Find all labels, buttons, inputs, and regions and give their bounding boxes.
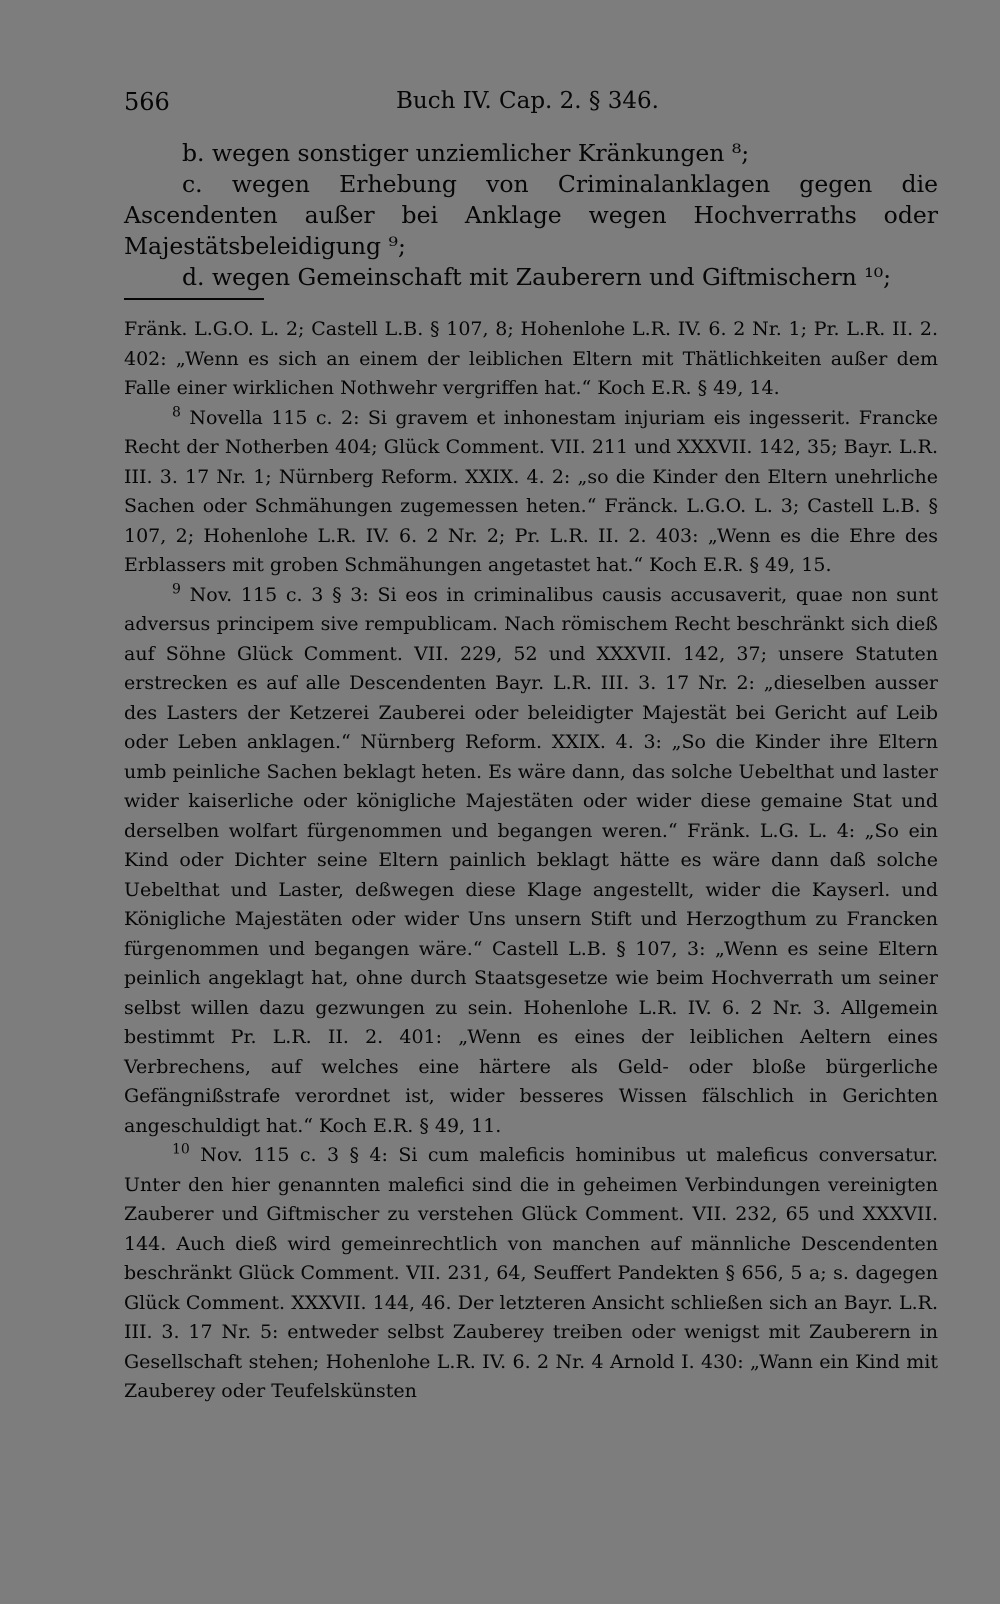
footnote-marker: 8 [172,404,181,421]
main-item-d: d. wegen Gemeinschaft mit Zauberern und Giftmischern ¹⁰; [182,263,892,291]
footnote-9 [124,581,938,1142]
footnote-text: Nov. 115 c. 3 § 3: Si eos in criminalibus causis accusaverit, quae non sunt adversus principem sive rempublicam. Nach römischem Recht beschränkt sich dieß auf Söhne Glück Comment. VII. 229, 52 und XXXVII. 142, 37; unsere Statuten erstrecken es auf alle Descendenten Bayr. L.R. III. 3. 17 Nr. 2: „dieselben ausser des Lasters der Ketzerei Zauberei oder beleidigter Majestät bei Gericht auf Leib oder Leben anklagen.“ Nürnberg Reform. XXIX. 4. 3: „So die Kinder ihre Eltern umb peinliche Sachen beklagt heten. Es wäre dann, das solche Uebelthat und laster wider kaiserliche oder königliche Majestäten oder wider diese gemaine Stat und derselben wolfart fürgenommen und begangen weren.“ Fränk. L.G. L. 4: „So ein Kind oder Dichter seine Eltern painlich beklagt hätte es wäre dann daß solche Uebelthat und Laster, deßwegen diese Klage angestellt, wider die Kayserl. und Königliche Majestäten oder wider Uns unsern Stift und Herzogthum zu Francken fürgenommen und begangen wäre.“ Castell L.B. § 107, 3: „Wenn es seine Eltern peinlich angeklagt hat, ohne durch Staatsgesetze wie beim Hochverrath um seiner selbst willen dazu gezwungen zu sein. Hohenlohe L.R. IV. 6. 2 Nr. 3. Allgemein bestimmt Pr. L.R. II. 2. 401: „Wenn es eines der leiblichen Aeltern eines Verbrechens, auf welches eine härtere als Geld- oder bloße bürgerliche Gefängnißstrafe verordnet ist, wider besseres Wissen fälschlich in Gerichten angeschuldigt hat.“ Koch E.R. § 49, 11. [124,583,938,1137]
footnote-marker: 10 [172,1141,190,1158]
footnote-continuation: Fränk. L.G.O. L. 2; Castell L.B. § 107, 8; Hohenlohe L.R. IV. 6. 2 Nr. 1; Pr. L.R. II. 2. 402: „Wenn es sich an einem der leiblichen Eltern mit Thätlichkeiten außer dem Falle einer wirklichen Nothwehr vergriffen hat.“ Koch E.R. § 49, 14. [124,318,938,399]
main-item-b: b. wegen sonstiger unziemlicher Kränkungen ⁸; [182,139,750,167]
footnote-text: Nov. 115 c. 3 § 4: Si cum maleficis hominibus ut maleficus conversatur. Unter den hier genannten malefici sind die in geheimen Verbindungen vereinigten Zauberer und Giftmischer zu verstehen Glück Comment. VII. 232, 65 und XXXVII. 144. Auch dieß wird gemeinrechtlich von manchen auf männliche Descendenten beschränkt Glück Comment. VII. 231, 64, Seuffert Pandekten § 656, 5 a; s. dagegen Glück Comment. XXXVII. 144, 46. Der letzteren Ansicht schließen sich an Bayr. L.R. III. 3. 17 Nr. 5: entweder selbst Zauberey treiben oder wenigst mit Zauberern in Gesellschaft stehen; Hohenlohe L.R. IV. 6. 2 Nr. 4 Arnold I. 430: „Wann ein Kind mit Zauberey oder Teufelskünsten [124,1144,939,1402]
footnotes [124,315,938,1407]
footnote-8 [124,404,938,581]
footnote-marker: 9 [172,581,181,598]
main-item-c: c. wegen Erhebung von Criminalanklagen gegen die Ascendenten außer bei Anklage wegen Hochverraths oder Majestätsbeleidigung ⁹; [124,170,938,260]
main-text [124,138,938,293]
footnote-rule [124,298,264,300]
footnote-10 [124,1141,938,1407]
page-number: 566 [124,88,170,116]
running-title: Buch IV. Cap. 2. § 346. [396,88,659,114]
footnote-text: Novella 115 c. 2: Si gravem et inhonestam injuriam eis ingesserit. Francke Recht der Notherben 404; Glück Comment. VII. 211 und XXXVII. 142, 35; Bayr. L.R. III. 3. 17 Nr. 1; Nürnberg Reform. XXIX. 4. 2: „so die Kinder den Eltern unehrliche Sachen oder Schmähungen zugemessen heten.“ Fränck. L.G.O. L. 3; Castell L.B. § 107, 2; Hohenlohe L.R. IV. 6. 2 Nr. 2; Pr. L.R. II. 2. 403: „Wenn es die Ehre des Erblassers mit groben Schmähungen angetastet hat.“ Koch E.R. § 49, 15. [124,406,938,576]
page-header [124,82,938,118]
